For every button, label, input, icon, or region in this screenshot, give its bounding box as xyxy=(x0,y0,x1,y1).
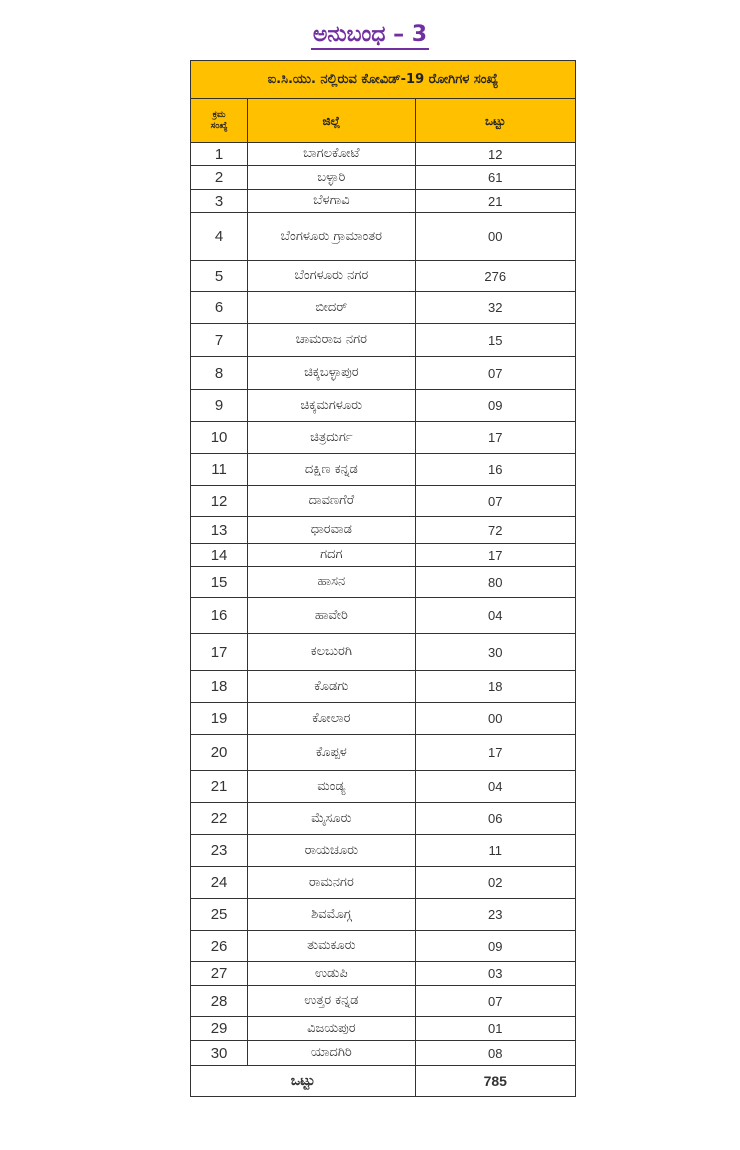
district-cell: ದಕ್ಷಿಣ ಕನ್ನಡ xyxy=(248,454,415,486)
serial-number-cell: 6 xyxy=(191,292,248,324)
table-row xyxy=(191,867,576,899)
serial-number-cell: 21 xyxy=(191,771,248,803)
table-row xyxy=(191,634,576,671)
table-heading: ಐ.ಸಿ.ಯು. ನಲ್ಲಿರುವ ಕೋವಿಡ್-19 ರೋಗಿಗಳ ಸಂಖ್ಯೆ xyxy=(191,61,576,99)
district-cell: ವಿಜಯಪುರ xyxy=(248,1017,415,1041)
serial-number-cell: 20 xyxy=(191,735,248,771)
district-cell: ಬೆಂಗಳೂರು ಗ್ರಾಮಾಂತರ xyxy=(248,213,415,261)
serial-number-cell: 29 xyxy=(191,1017,248,1041)
column-header-district: ಜಿಲ್ಲೆ xyxy=(248,99,415,143)
table-row xyxy=(191,166,576,190)
total-cell: 06 xyxy=(415,803,575,835)
district-cell: ಮಂಡ್ಯ xyxy=(248,771,415,803)
total-cell: 276 xyxy=(415,261,575,292)
total-cell: 80 xyxy=(415,567,575,598)
table-row xyxy=(191,1017,576,1041)
district-cell: ಕೊಡಗು xyxy=(248,671,415,703)
district-cell: ಮೈಸೂರು xyxy=(248,803,415,835)
total-cell: 04 xyxy=(415,598,575,634)
district-cell: ಕೊಪ್ಪಳ xyxy=(248,735,415,771)
table-row xyxy=(191,771,576,803)
column-header-serial xyxy=(191,99,248,143)
column-header-serial-line2: ಸಂಖ್ಯೆ xyxy=(210,120,228,131)
serial-number-cell: 11 xyxy=(191,454,248,486)
serial-number-cell: 28 xyxy=(191,986,248,1017)
icu-patients-table xyxy=(190,60,576,1097)
table-row xyxy=(191,803,576,835)
serial-number-cell: 18 xyxy=(191,671,248,703)
district-cell: ರಾಯಚೂರು xyxy=(248,835,415,867)
district-cell: ರಾಮನಗರ xyxy=(248,867,415,899)
district-cell: ದಾವಣಗೆರೆ xyxy=(248,486,415,517)
serial-number-cell: 22 xyxy=(191,803,248,835)
table-row xyxy=(191,292,576,324)
table-row xyxy=(191,324,576,357)
table-row xyxy=(191,190,576,213)
district-cell: ಬೀದರ್ xyxy=(248,292,415,324)
serial-number-cell: 5 xyxy=(191,261,248,292)
summary-value: 785 xyxy=(415,1066,575,1097)
table-row xyxy=(191,962,576,986)
table-row xyxy=(191,143,576,166)
district-cell: ಹಾವೇರಿ xyxy=(248,598,415,634)
district-cell: ಉಡುಪಿ xyxy=(248,962,415,986)
column-header-row xyxy=(191,99,576,143)
total-cell: 61 xyxy=(415,166,575,190)
district-cell: ಧಾರವಾಡ xyxy=(248,517,415,544)
serial-number-cell: 27 xyxy=(191,962,248,986)
total-cell: 18 xyxy=(415,671,575,703)
total-cell: 32 xyxy=(415,292,575,324)
district-cell: ಶಿವಮೊಗ್ಗ xyxy=(248,899,415,931)
table-row xyxy=(191,213,576,261)
page-title xyxy=(0,22,740,47)
district-cell: ಕೋಲಾರ xyxy=(248,703,415,735)
table-row xyxy=(191,486,576,517)
district-cell: ಕಲಬುರಗಿ xyxy=(248,634,415,671)
total-cell: 01 xyxy=(415,1017,575,1041)
total-cell: 21 xyxy=(415,190,575,213)
table-row xyxy=(191,899,576,931)
total-cell: 07 xyxy=(415,357,575,390)
serial-number-cell: 3 xyxy=(191,190,248,213)
serial-number-cell: 14 xyxy=(191,544,248,567)
table-row xyxy=(191,671,576,703)
total-cell: 15 xyxy=(415,324,575,357)
table-row xyxy=(191,422,576,454)
district-cell: ಬೆಂಗಳೂರು ನಗರ xyxy=(248,261,415,292)
serial-number-cell: 19 xyxy=(191,703,248,735)
table-row xyxy=(191,454,576,486)
district-cell: ಬಾಗಲಕೋಟೆ xyxy=(248,143,415,166)
total-cell: 17 xyxy=(415,735,575,771)
district-cell: ಉತ್ತರ ಕನ್ನಡ xyxy=(248,986,415,1017)
district-cell: ಹಾಸನ xyxy=(248,567,415,598)
serial-number-cell: 17 xyxy=(191,634,248,671)
page-title-text: ಅನುಬಂಧ – 3 xyxy=(311,22,429,50)
district-cell: ಯಾದಗಿರಿ xyxy=(248,1041,415,1066)
district-cell: ಚಿಕ್ಕಬಳ್ಳಾಪುರ xyxy=(248,357,415,390)
serial-number-cell: 16 xyxy=(191,598,248,634)
table-row xyxy=(191,517,576,544)
total-cell: 00 xyxy=(415,703,575,735)
total-cell: 04 xyxy=(415,771,575,803)
total-cell: 03 xyxy=(415,962,575,986)
district-cell: ಬಳ್ಳಾರಿ xyxy=(248,166,415,190)
table-row xyxy=(191,735,576,771)
total-cell: 09 xyxy=(415,931,575,962)
total-cell: 11 xyxy=(415,835,575,867)
total-cell: 08 xyxy=(415,1041,575,1066)
table-row xyxy=(191,703,576,735)
serial-number-cell: 8 xyxy=(191,357,248,390)
district-cell: ಚಿಕ್ಕಮಗಳೂರು xyxy=(248,390,415,422)
summary-row xyxy=(191,1066,576,1097)
district-cell: ಗದಗ xyxy=(248,544,415,567)
table-body xyxy=(191,143,576,1066)
total-cell: 17 xyxy=(415,422,575,454)
serial-number-cell: 7 xyxy=(191,324,248,357)
table-row xyxy=(191,567,576,598)
table-row xyxy=(191,261,576,292)
total-cell: 30 xyxy=(415,634,575,671)
serial-number-cell: 25 xyxy=(191,899,248,931)
total-cell: 00 xyxy=(415,213,575,261)
district-cell: ತುಮಕೂರು xyxy=(248,931,415,962)
table-heading-row xyxy=(191,61,576,99)
total-cell: 07 xyxy=(415,986,575,1017)
serial-number-cell: 15 xyxy=(191,567,248,598)
total-cell: 12 xyxy=(415,143,575,166)
serial-number-cell: 12 xyxy=(191,486,248,517)
serial-number-cell: 30 xyxy=(191,1041,248,1066)
column-header-serial-line1: ಕ್ರಮ xyxy=(212,109,226,120)
total-cell: 17 xyxy=(415,544,575,567)
serial-number-cell: 23 xyxy=(191,835,248,867)
table-row xyxy=(191,1041,576,1066)
table-row xyxy=(191,544,576,567)
serial-number-cell: 26 xyxy=(191,931,248,962)
total-cell: 16 xyxy=(415,454,575,486)
district-cell: ಬೆಳಗಾವಿ xyxy=(248,190,415,213)
total-cell: 23 xyxy=(415,899,575,931)
serial-number-cell: 4 xyxy=(191,213,248,261)
district-cell: ಚಿತ್ರದುರ್ಗ xyxy=(248,422,415,454)
serial-number-cell: 13 xyxy=(191,517,248,544)
table-row xyxy=(191,835,576,867)
total-cell: 07 xyxy=(415,486,575,517)
serial-number-cell: 2 xyxy=(191,166,248,190)
table-row xyxy=(191,598,576,634)
table-row xyxy=(191,357,576,390)
serial-number-cell: 1 xyxy=(191,143,248,166)
summary-label: ಒಟ್ಟು xyxy=(191,1066,416,1097)
serial-number-cell: 10 xyxy=(191,422,248,454)
serial-number-cell: 24 xyxy=(191,867,248,899)
total-cell: 02 xyxy=(415,867,575,899)
total-cell: 09 xyxy=(415,390,575,422)
total-cell: 72 xyxy=(415,517,575,544)
district-cell: ಚಾಮರಾಜ ನಗರ xyxy=(248,324,415,357)
column-header-total: ಒಟ್ಟು xyxy=(415,99,575,143)
table-row xyxy=(191,986,576,1017)
serial-number-cell: 9 xyxy=(191,390,248,422)
table-row xyxy=(191,390,576,422)
table-row xyxy=(191,931,576,962)
